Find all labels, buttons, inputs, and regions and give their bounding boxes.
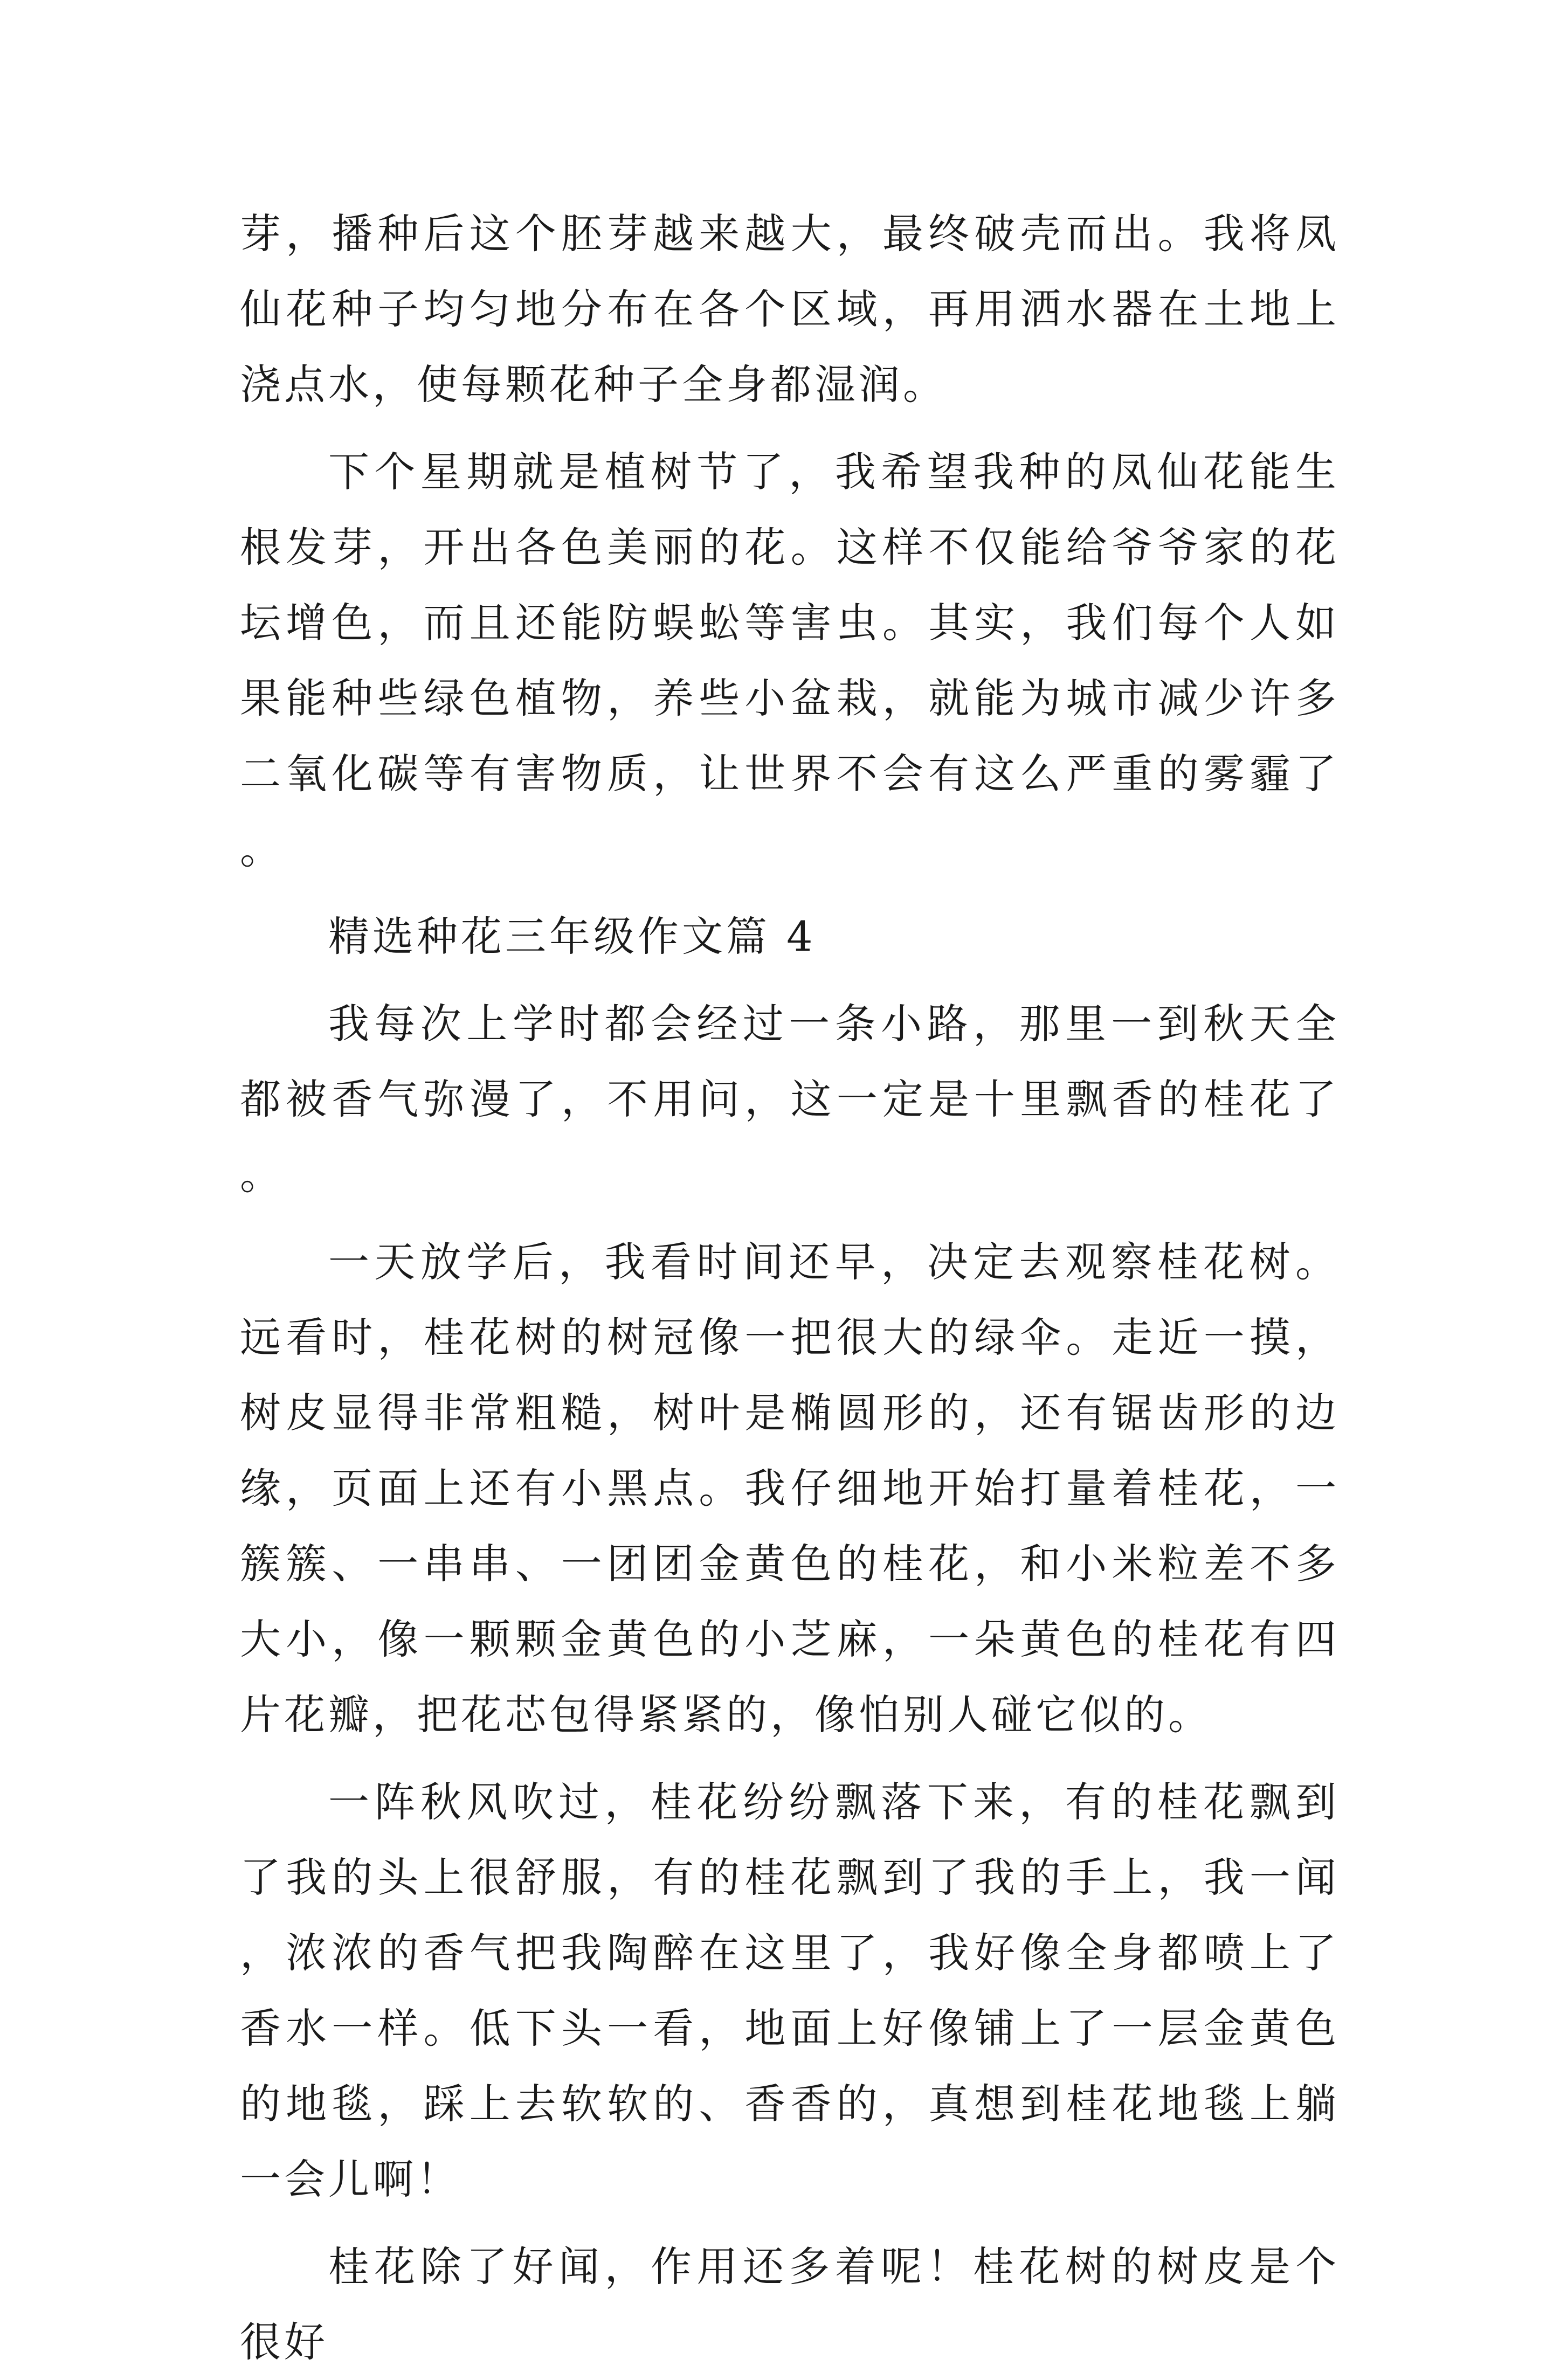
paragraph-intro-path: 我每次上学时都会经过一条小路，那里一到秋天全都被香气弥漫了，不用问，这一定是十里飘香的桂花了。 — [240, 1000, 1340, 1199]
paragraph-osmanthus-tree: 一天放学后，我看时间还早，决定去观察桂花树。远看时，桂花树的树冠像一把很大的绿伞。走近一摸，树皮显得非常粗糙，树叶是椭圆形的，还有锯齿形的边缘，页面上还有小黑点。我仔细地开始打量着桂花，一簇簇、一串串、一团团金黄色的桂花，和小米粒差不多大小，像一颗颗金黄色的小芝麻，一朵黄色的桂花有四片花瓣，把花芯包得紧紧的，像怕别人碰它似的。 — [240, 1238, 1340, 1739]
paragraph-osmanthus-uses: 桂花除了好闻，作用还多着呢！桂花树的树皮是个很好 — [240, 2243, 1340, 2366]
paragraph-autumn-wind: 一阵秋风吹过，桂花纷纷飘落下来，有的桂花飘到了我的头上很舒服，有的桂花飘到了我的手上，我一闻，浓浓的香气把我陶醉在这里了，我好像全身都喷上了香水一样。低下头一看，地面上好像铺上了一层金黄色的地毯，踩上去软软的、香香的，真想到桂花地毯上躺一会儿啊！ — [240, 1778, 1340, 2203]
paragraph-arbor-day: 下个星期就是植树节了，我希望我种的凤仙花能生根发芽，开出各色美丽的花。这样不仅能给爷爷家的花坛增色，而且还能防蜈蚣等害虫。其实，我们每个人如果能种些绿色植物，养些小盆栽，就能为城市减少许多二氧化碳等有害物质，让世界不会有这么严重的雾霾了。 — [240, 448, 1340, 873]
paragraph-continuation: 芽，播种后这个胚芽越来越大，最终破壳而出。我将凤仙花种子均匀地分布在各个区域，再用洒水器在土地上浇点水，使每颗花种子全身都湿润。 — [240, 210, 1340, 409]
section-heading-essay-4: 精选种花三年级作文篇 4 — [328, 912, 816, 960]
document-body — [240, 196, 1340, 2380]
